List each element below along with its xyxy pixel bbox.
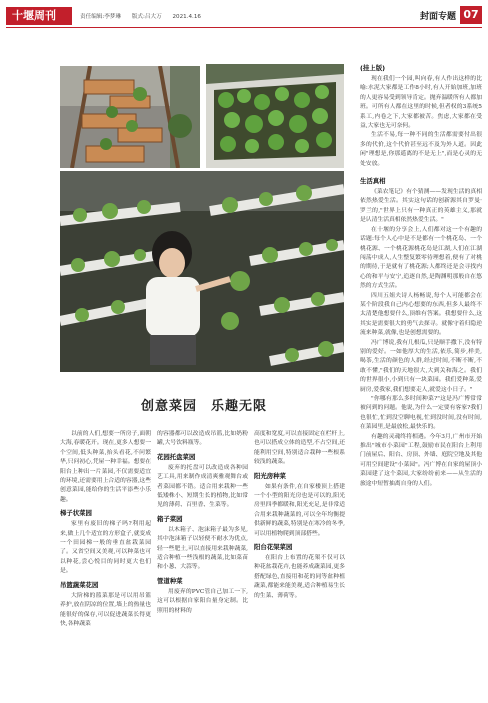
heading-pipe-garden: 管道种菜	[157, 576, 183, 585]
col1-text-2: 大阶梯的篮菜那是可以用吊篮养护,放在阴凉的位置,墙上的热量也能很好的保存,可以促进蔬菜长得更快,各种蔬菜	[60, 592, 151, 627]
layout-credit: 版式:吕大万	[131, 14, 162, 20]
heading-hanging-garden: 吊篮蔬菜花园	[60, 580, 99, 589]
ladder-garden-image	[60, 66, 200, 168]
page-number: 07	[460, 6, 482, 24]
raised-bed-image	[206, 64, 344, 168]
col3-text-1: 如果有条件,在自家楼顶上搭建一个小型的阳光房也是可以的,阳光房里四季都暖和,阳光充足,是非常适合用来栽种蔬菜的,可以全年均衡提供新鲜的蔬菜,特别是在寒冷的冬季,可以用植物爬到顶部搭些。	[254, 483, 345, 537]
right-text-2: 在十堰的分享会上,人们都对这一个有趣的话题:每个人心中是不是都有一个桃花岛、一个桃花源、一个桃花源桃花岛是江湖,人们在江湖闯荡中成人,人生整复繁零待理想着,便有了对桃的期待,于是就有了桃花源;人都终还是会寻找内心的和平与安宁,追逐自然,是陶渊明那般自在悠然的方式生活。	[360, 226, 482, 290]
column-3	[254, 430, 345, 700]
col1-text-1: 家里有废旧的梯子吗?利用起来,做上几个适宜的方形盒子,就变成一个田园梯一般的垂直盆栽菜园了。又省空间又美观,可以种菜也可以种花,尝心悦目的同时更大也们是。	[60, 521, 151, 575]
right-text-6: 有趣的灵魂终将相遇。今年3月,广州市开始推出"城市小菜园"工程,鼓励市民在阳台上利用门前屋后、阳台、房顶、外墙、庭院空地及其他可用空间建设"小菜园"。冯广博在自家的屋顶小菜园建了这个菜园,大家纷纷前来——从生活的旅途中短暂抽离自身的人们。	[360, 433, 482, 487]
page-header	[6, 5, 482, 28]
heading-tray-garden: 花园托盘菜园	[157, 452, 196, 461]
col3-text-2: 在阳台上布置的花架不仅可以种花盆栽花卉,也能养成蔬菜园,更多搭配绿色,直接用和花的同等盆种植蔬菜,都能来能美观,适合种植易生长的生菜、薄荷等。	[254, 555, 345, 599]
masthead-meta	[80, 12, 210, 20]
newspaper-name: 十堰周刊	[6, 7, 72, 25]
right-text-4: 冯广博说,我有几根瓜,只是顺手撒下,没有特别的爱好。一如他厚大的生活,依乐,简步,样美,喝茶,生活的颜色的人群,经过时间,不断不断,不敢不懂,"我们的天地很大,大到关和海之。我们的世界很小,小到只有一块菜园。我们爱种菜,爱厨房,爱我家,我们想要走人,就爱这小日子。"	[360, 339, 482, 393]
photo-ladder-garden	[60, 66, 200, 168]
col1-intro: 以前的人们,想要一所房子,面朝大海,春暖花开。现在,更多人想要一个空间,低头种菜,抬头看花,不问繁华,只问初心,凭屋一种幸福。想要在阳台上种出一片菜园,不仅需要适宜的环境,还需要用上合适的容器,这些创意菜园,能给你的生活平添些小乐趣。	[60, 431, 151, 503]
continued-label: (挂上版)	[360, 64, 386, 72]
heading-balcony-shelf-garden: 阳台花架菜园	[254, 543, 293, 552]
right-intro-1: 现在我们一个园,叫向春,有人作出这样的比喻:水泥大家都是工作8小时,有人开始加班,加班的人更容易受到领导肯定。抛弃温暖所有人都加班。可所有人都在这里的时候,但者权的3系统5系工,内卷之下,大家都被苦。焦虑,大家都在受益,大家也无可奈何。	[360, 76, 482, 130]
col3-intro: 高度和宽度,可以直接固定在栏杆上,也可以搭成立体的造型,不占空间,还能利用空间,特别适合栽种一些根系较浅的蔬菜。	[254, 431, 345, 466]
heading-sunroom-garden: 阳光房种菜	[254, 471, 286, 480]
col2-intro: 的容器都可以改造成吊篮,比如奶粉罐,大号饮料瓶等。	[157, 431, 248, 447]
pipe-garden-image	[60, 171, 344, 372]
heading-ladder-garden: 梯子状菜园	[60, 509, 92, 518]
col2-text-1: 废弃的托盘可以改造成各种园艺工具,用来制作成清爽雅观舞台或者菜园都不错。适合用来栽种一些低矮株小、短期生长的植物,比如常见的薄荷、百里香、生菜等。	[157, 464, 248, 509]
right-text-3: 四川五姐夫诗人杨畅说,每个人可能都会在某个阶段我自己内心想要的东西,但多人最终不太清楚他想要什么,顶维有答案。我想要什么,这其实是需要很大的勇气去探寻。就像守着归隐逆流来种菜,就像,也是创想需要的。	[360, 292, 482, 337]
editor-credit: 责任编辑:李梦琳	[80, 14, 122, 20]
right-intro-2: 生活不易,每一种不同的生活都需要付出很多的代价,这个代价甚至远不及为外人道。因此闲"理想是,你那遥离的不是无上",而是心灵的无处安放。	[360, 132, 482, 167]
article-title: 创意菜园 乐趣无限	[140, 399, 267, 414]
column-right	[360, 64, 482, 700]
col2-text-3: 用废弃的PVC管自己加工一下,这可以根据自家阳台量身定制。比照用的材料的	[157, 588, 248, 614]
section-name: 封面专题	[419, 12, 456, 22]
column-2	[157, 430, 248, 700]
right-text-5: "你哪有那么多时间种菜?"这是冯广博常常被问到的问题。他说,为什么一定要有客家?我们也很忙,忙到没空聊电视,忙到没时间,没有时间,在菜园里,是最放松,最快乐的。	[360, 396, 482, 431]
heading-box-garden: 箱子菜园	[157, 514, 183, 523]
heading-life-truth: 生活真相	[360, 177, 386, 186]
issue-date: 2021.4.16	[172, 14, 201, 20]
right-text-1: 《菜农笔记》有个猜测——发现生活的真相依然热爱生活。其实这句话的创新源其自罗曼·罗兰的,"世界上只有一种真正的英雄主义,那就是认清生活真相依然热爱生活。"	[360, 189, 482, 224]
photo-pipe-garden	[60, 171, 344, 372]
column-1	[60, 430, 151, 700]
col2-text-2: 以木箱子、泡沫箱子最为多见,其中泡沫箱子以轻便不耐水为优点,轻一些肥土,可以直接用来栽种蔬菜,适合种植一些浅根的蔬菜,比如菜苗和小葱、大蒜等。	[157, 526, 248, 571]
photo-raised-bed	[206, 64, 344, 168]
